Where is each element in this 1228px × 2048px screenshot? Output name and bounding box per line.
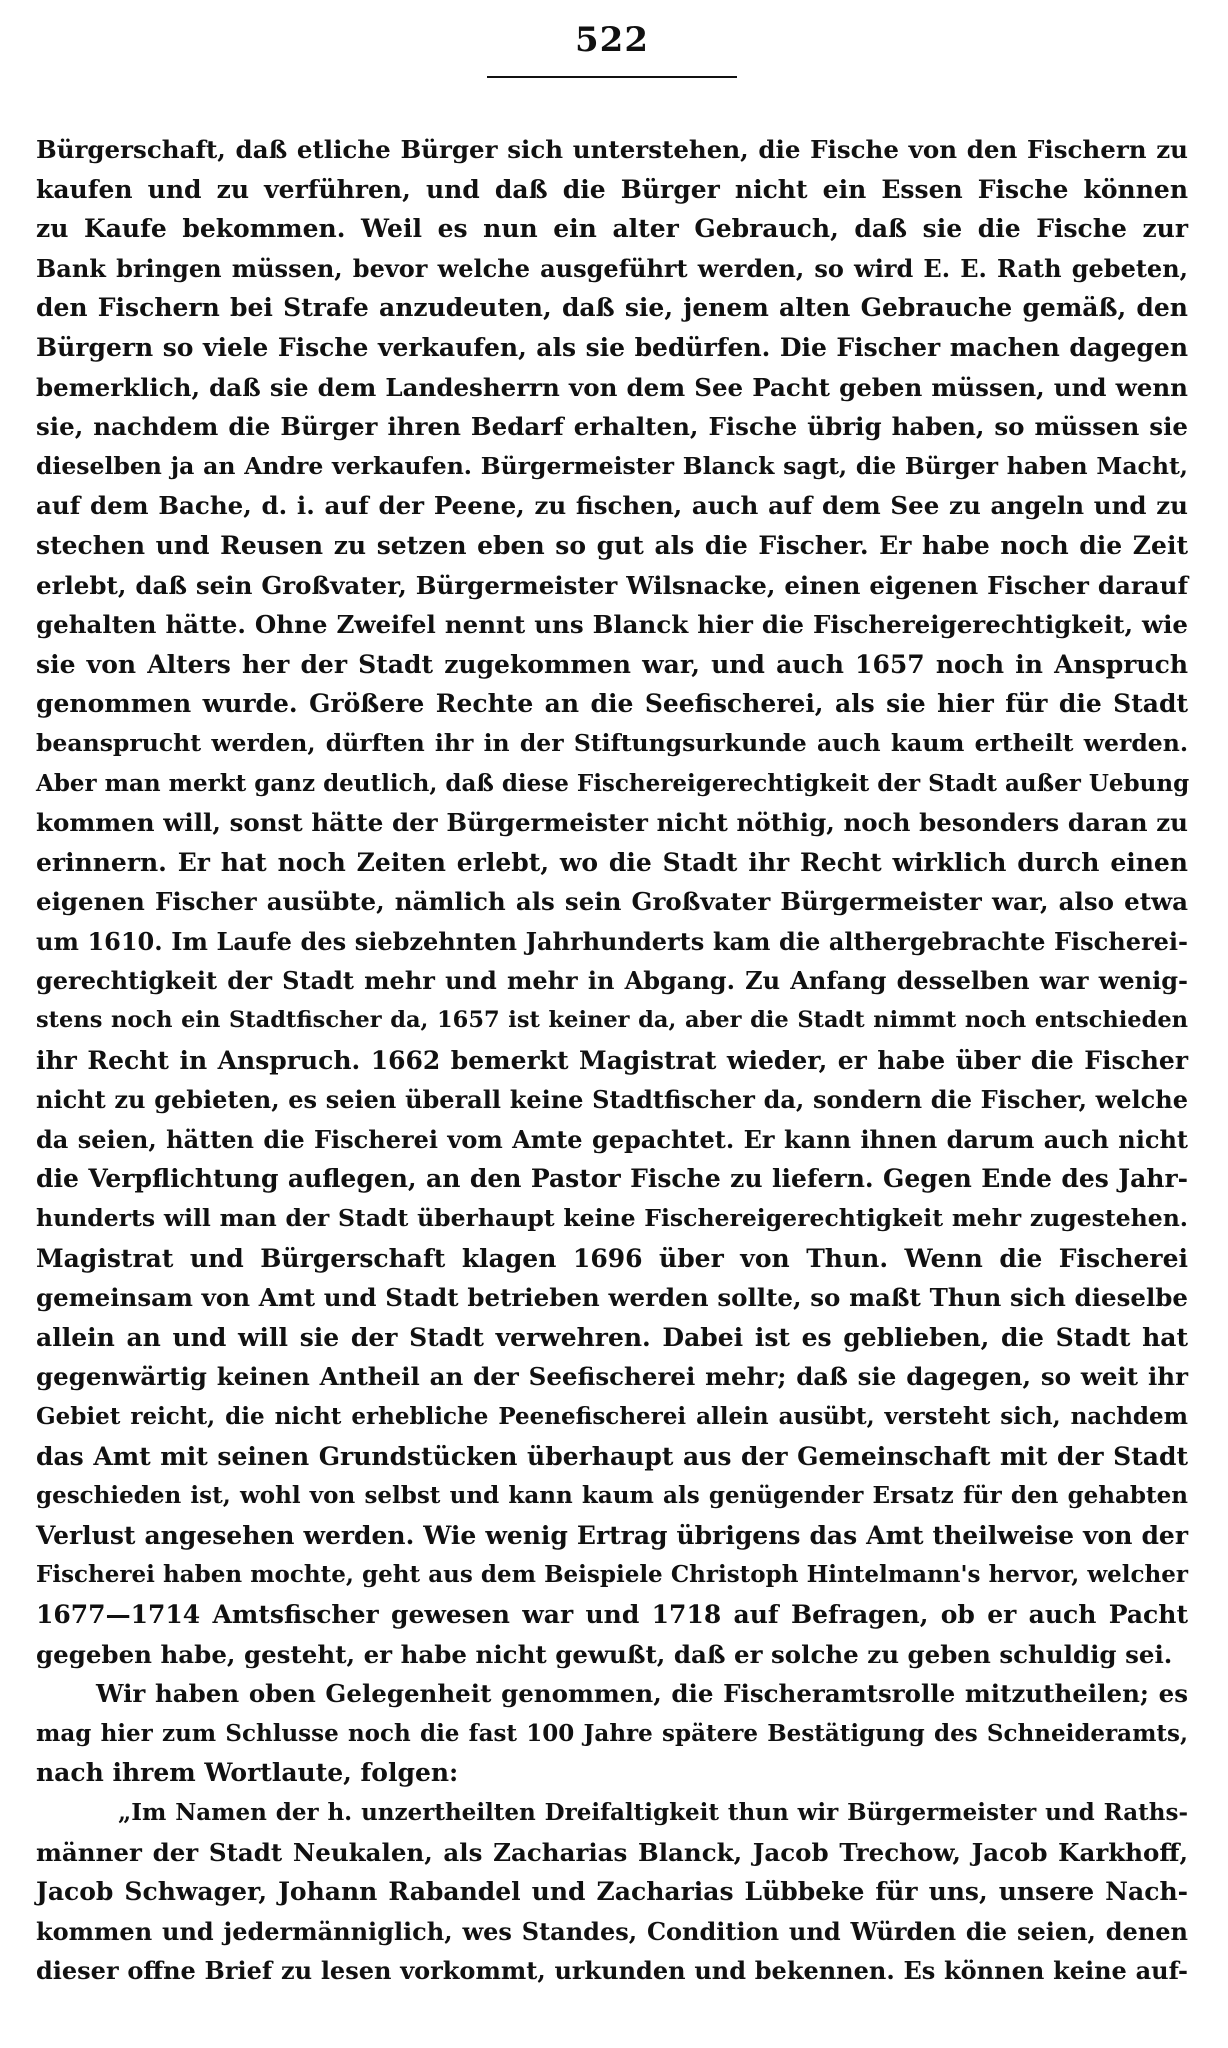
text-line: nach ihrem Wortlaute, folgen: xyxy=(36,1758,459,1788)
text-line: Bürgern so viele Fische verkaufen, als sie bedürfen. Die Fischer machen dagegen xyxy=(36,332,1188,362)
text-line: kommen will, sonst hätte der Bürgermeister nicht nöthig, noch besonders daran zu xyxy=(36,808,1188,838)
text-line: gegenwärtig keinen Antheil an der Seefischerei mehr; daß sie dagegen, so weit ihr xyxy=(36,1362,1188,1392)
text-line: stechen und Reusen zu setzen eben so gut als die Fischer. Er habe noch die Zeit xyxy=(36,530,1188,560)
text-line: auf dem Bache, d. i. auf der Peene, zu fischen, auch auf dem See zu angeln und zu xyxy=(36,491,1188,521)
text-line: das Amt mit seinen Grundstücken überhaupt aus der Gemeinschaft mit der Stadt xyxy=(36,1441,1188,1471)
text-line: kaufen und zu verführen, und daß die Bürger nicht ein Essen Fische können xyxy=(36,174,1188,204)
text-line: eigenen Fischer ausübte, nämlich als sein Großvater Bürgermeister war, also etwa xyxy=(36,887,1188,917)
paragraph xyxy=(36,1674,1188,1793)
page-number: 522 xyxy=(575,20,649,60)
text-line: Verlust angesehen werden. Wie wenig Ertrag übrigens das Amt theilweise von der xyxy=(36,1520,1188,1550)
text-line: erlebt, daß sein Großvater, Bürgermeister Wilsnacke, einen eigenen Fischer darauf xyxy=(36,570,1188,600)
text-line: die Verpflichtung auflegen, an den Pastor Fische zu liefern. Gegen Ende des Jahr- xyxy=(36,1164,1188,1194)
body-text xyxy=(36,130,1188,1991)
text-line: Magistrat und Bürgerschaft klagen 1696 über von Thun. Wenn die Fischerei xyxy=(36,1243,1188,1273)
paragraph xyxy=(36,130,1188,1674)
text-line: kommen und jedermänniglich, wes Standes, Condition und Würden die seien, denen xyxy=(36,1916,1188,1946)
text-line: dieselben ja an Andre verkaufen. Bürgermeister Blanck sagt, die Bürger haben Macht, xyxy=(36,451,1188,480)
text-line: gemeinsam von Amt und Stadt betrieben werden sollte, so maßt Thun sich dieselbe xyxy=(36,1283,1188,1313)
text-line: geschieden ist, wohl von selbst und kann kaum als genügender Ersatz für den gehabten xyxy=(36,1482,1188,1510)
text-line: gegeben habe, gesteht, er habe nicht gewußt, daß er solche zu geben schuldig sei. xyxy=(36,1639,1173,1669)
text-line: zu Kaufe bekommen. Weil es nun ein alter Gebrauch, daß sie die Fische zur xyxy=(36,214,1188,244)
text-line: Jacob Schwager, Johann Rabandel und Zacharias Lübbeke für uns, unsere Nach- xyxy=(36,1877,1188,1907)
text-line: ihr Recht in Anspruch. 1662 bemerkt Magistrat wieder, er habe über die Fischer xyxy=(36,1045,1188,1075)
text-line: stens noch ein Stadtfischer da, 1657 ist keiner da, aber die Stadt nimmt noch entschieden xyxy=(36,1007,1188,1034)
text-line: Gebiet reicht, die nicht erhebliche Peenefischerei allein ausübt, versteht sich, nachdem xyxy=(36,1403,1188,1430)
text-line: den Fischern bei Strafe anzudeuten, daß sie, jenem alten Gebrauche gemäß, den xyxy=(36,293,1188,323)
text-line: 1677—1714 Amtsfischer gewesen war und 1718 auf Befragen, ob er auch Pacht xyxy=(36,1599,1188,1629)
text-line: allein an und will sie der Stadt verwehren. Dabei ist es geblieben, die Stadt hat xyxy=(36,1322,1188,1352)
text-line: dieser offne Brief zu lesen vorkommt, urkunden und bekennen. Es können keine auf- xyxy=(36,1956,1188,1986)
text-line: sie, nachdem die Bürger ihren Bedarf erhalten, Fische übrig haben, so müssen sie xyxy=(36,412,1188,442)
text-line: bemerklich, daß sie dem Landesherrn von dem See Pacht geben müssen, und wenn xyxy=(36,372,1188,402)
text-line: Fischerei haben mochte, geht aus dem Beispiele Christoph Hintelmann's hervor, welcher xyxy=(36,1561,1188,1589)
text-line: Bank bringen müssen, bevor welche ausgeführt werden, so wird E. E. Rath gebeten, xyxy=(36,253,1188,283)
text-line: Bürgerschaft, daß etliche Bürger sich unterstehen, die Fische von den Fischern zu xyxy=(36,135,1188,164)
text-line: gerechtigkeit der Stadt mehr und mehr in Abgang. Zu Anfang desselben war wenig- xyxy=(36,966,1188,996)
header-rule xyxy=(487,76,737,78)
text-line: „Im Namen der h. unzertheilten Dreifaltigkeit thun wir Bürgermeister und Raths- xyxy=(118,1798,1188,1826)
text-line: um 1610. Im Laufe des siebzehnten Jahrhunderts kam die althergebrachte Fischerei- xyxy=(36,926,1188,956)
text-line: genommen wurde. Größere Rechte an die Seefischerei, als sie hier für die Stadt xyxy=(36,689,1188,719)
text-line: gehalten hätte. Ohne Zweifel nennt uns Blanck hier die Fischereigerechtigkeit, wie xyxy=(36,610,1188,640)
text-line: beansprucht werden, dürften ihr in der Stiftungsurkunde auch kaum ertheilt werden. xyxy=(36,728,1188,757)
paragraph xyxy=(36,1793,1188,1991)
text-line: erinnern. Er hat noch Zeiten erlebt, wo die Stadt ihr Recht wirklich durch einen xyxy=(36,847,1188,877)
text-line: da seien, hätten die Fischerei vom Amte gepachtet. Er kann ihnen darum auch nicht xyxy=(36,1124,1188,1154)
text-line: Aber man merkt ganz deutlich, daß diese Fischereigerechtigkeit der Stadt außer Uebung xyxy=(36,769,1190,797)
text-line: nicht zu gebieten, es seien überall keine Stadtfischer da, sondern die Fischer, welche xyxy=(36,1085,1188,1115)
text-line: männer der Stadt Neukalen, als Zacharias Blanck, Jacob Trechow, Jacob Karkhoff, xyxy=(36,1837,1188,1867)
text-line: hunderts will man der Stadt überhaupt keine Fischereigerechtigkeit mehr zugestehen. xyxy=(36,1204,1188,1233)
text-line: mag hier zum Schlusse noch die fast 100 Jahre spätere Bestätigung des Schneideramts, xyxy=(36,1719,1188,1747)
text-line: sie von Alters her der Stadt zugekommen war, und auch 1657 noch in Anspruch xyxy=(36,649,1188,679)
text-line: Wir haben oben Gelegenheit genommen, die Fischeramtsrolle mitzutheilen; es xyxy=(96,1679,1188,1709)
